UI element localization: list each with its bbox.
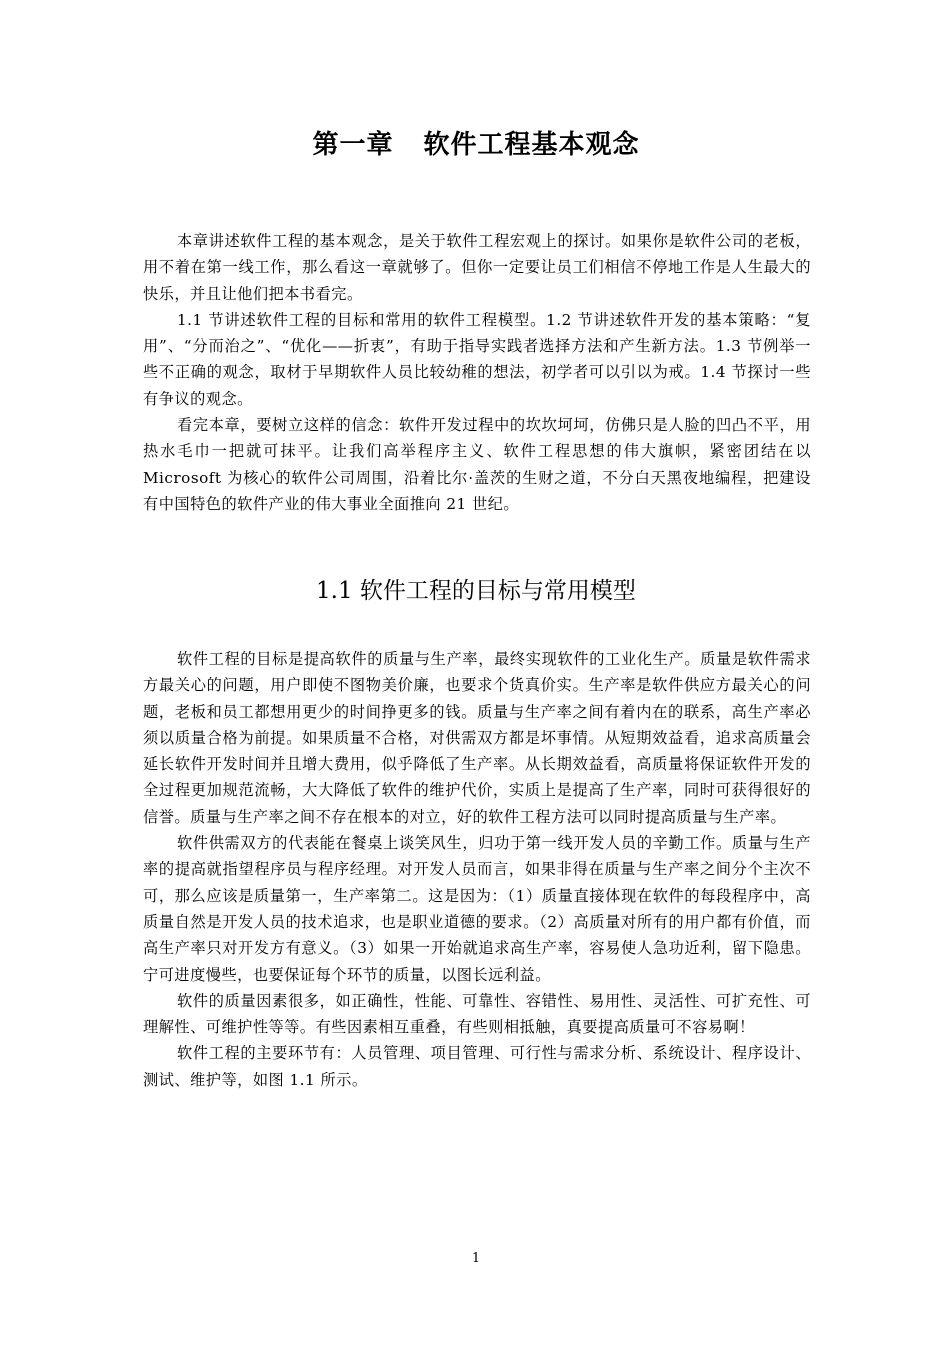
intro-section <box>143 228 811 517</box>
body-paragraph: 软件的质量因素很多，如正确性，性能、可靠性、容错性、易用性、灵活性、可扩充性、可理解性、可维护性等等。有些因素相互重叠，有些则相抵触，真要提高质量可不容易啊！ <box>143 991 811 1037</box>
intro-paragraph: 本章讲述软件工程的基本观念，是关于软件工程宏观上的探讨。如果你是软件公司的老板，用不着在第一线工作，那么看这一章就够了。但你一定要让员工们相信不停地工作是人生最大的快乐，并且让他们把本书看完。 <box>143 232 811 303</box>
page-number: 1 <box>471 1251 481 1266</box>
chapter-number: 第一章 <box>312 130 394 160</box>
body-paragraph: 软件供需双方的代表能在餐桌上谈笑风生，归功于第一线开发人员的辛勤工作。质量与生产率的提高就指望程序员与程序经理。对开发人员而言，如果非得在质量与生产率之间分个主次不可，那么应该是质量第一，生产率第二。这是因为：（1）质量直接体现在软件的每段程序中，高质量自然是开发人员的技术追求，也是职业道德的要求。（2）高质量对所有的用户都有价值，而高生产率只对开发方有意义。（3）如果一开始就追求高生产率，容易使人急功近利，留下隐患。宁可进度慢些，也要保证每个环节的质量，以图长远利益。 <box>143 834 811 984</box>
chapter-name: 软件工程基本观念 <box>423 130 640 160</box>
body-paragraph: 软件工程的主要环节有：人员管理、项目管理、可行性与需求分析、系统设计、程序设计、测试、维护等，如图 1.1 所示。 <box>143 1044 811 1089</box>
section-body <box>143 646 811 1093</box>
section-heading: 1.1 软件工程的目标与常用模型 <box>316 578 636 604</box>
intro-paragraph: 1.1 节讲述软件工程的目标和常用的软件工程模型。1.2 节讲述软件开发的基本策略：“复用”、“分而治之”、“优化——折衷”，有助于指导实践者选择方法和产生新方法。1.3 节例举一些不正确的观念，取材于早期软件人员比较幼稚的想法，初学者可以引以为戒。1.4 节探讨一些有争议的观念。 <box>143 310 811 408</box>
chapter-title <box>0 124 952 161</box>
body-paragraph: 软件工程的目标是提高软件的质量与生产率，最终实现软件的工业化生产。质量是软件需求方最关心的问题，用户即使不图物美价廉，也要求个货真价实。生产率是软件供应方最关心的问题，老板和员工都想用更少的时间挣更多的钱。质量与生产率之间有着内在的联系，高生产率必须以质量合格为前提。如果质量不合格，对供需双方都是坏事情。从短期效益看，追求高质量会延长软件开发时间并且增大费用，似乎降低了生产率。从长期效益看，高质量将保证软件开发的全过程更加规范流畅，大大降低了软件的维护代价，实质上是提高了生产率，同时可获得很好的信誉。质量与生产率之间不存在根本的对立，好的软件工程方法可以同时提高质量与生产率。 <box>143 650 811 826</box>
intro-paragraph: 看完本章，要树立这样的信念：软件开发过程中的坎坎坷坷，仿佛只是人脸的凹凸不平，用热水毛巾一把就可抹平。让我们高举程序主义、软件工程思想的伟大旗帜，紧密团结在以 Microsoft 为核心的软件公司周围，沿着比尔·盖茨的生财之道，不分白天黑夜地编程，把建设有中国特色的软件产业的伟大事业全面推向 21 世纪。 <box>143 416 811 513</box>
